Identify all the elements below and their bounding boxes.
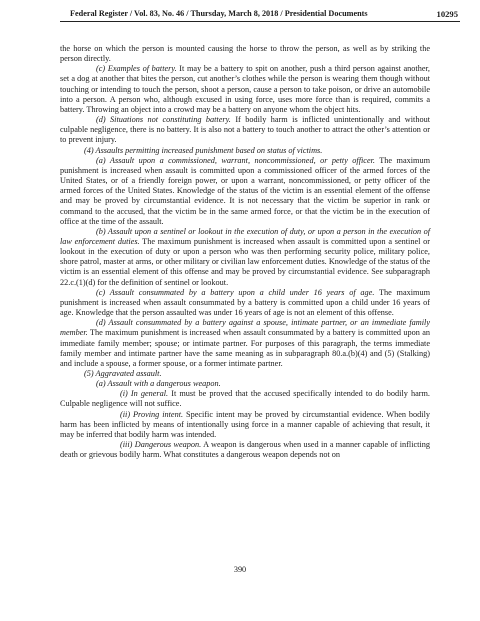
header-rule — [60, 21, 460, 22]
page-number: 390 — [233, 565, 247, 574]
paragraph — [60, 379, 430, 389]
federal-register-page-number: 10295 — [436, 9, 458, 19]
paragraph-heading: (iii) Dangerous weapon. — [120, 440, 202, 450]
paragraph — [60, 156, 430, 227]
paragraph-heading: (a) Assault with a dangerous weapon. — [96, 379, 221, 389]
paragraph — [60, 440, 430, 460]
paragraph — [60, 288, 430, 318]
paragraph-text: The maximum punishment is increased when assault is committed upon a sentinel or lookout in the execution of duty or upon a person who was then performing security police, military police, shore patrol, master at arms, or other military or civilian law enforcement duties. Knowledge of the status of the victim is an essential element of this offense and may be proved by circumstantial evidence. See subparagraph 22.c.(1)(d) for the definition of sentinel or lookout. — [60, 236, 430, 287]
paragraph-heading: (a) Assault upon a commissioned, warrant, noncommissioned, or petty officer. — [96, 155, 375, 165]
paragraph — [60, 146, 430, 156]
paragraph-text: It must be proved that the accused specifically intended to do bodily harm. Culpable negligence will not suffice. — [60, 389, 430, 409]
paragraph — [60, 64, 430, 115]
paragraph-text: the horse on which the person is mounted causing the horse to throw the person, as well as by striking the person directly. — [60, 44, 430, 64]
paragraph — [60, 369, 430, 379]
document-body — [60, 44, 430, 460]
paragraph-heading: (4) Assaults permitting increased punishment based on status of victims. — [84, 145, 323, 155]
paragraph — [60, 115, 430, 145]
paragraph-heading: (5) Aggravated assault. — [84, 369, 162, 378]
paragraph-heading: (b) Assault upon a sentinel or lookout in the execution of duty, or upon a person in the execution of law enforcement duties. — [60, 226, 430, 246]
paragraph-heading: (c) Assault consummated by a battery upon a child under 16 years of age. — [96, 287, 375, 297]
paragraph-text: Specific intent may be proved by circumstantial evidence. When bodily harm has been inflicted by means of intentionally using force in a manner capable of achieving that result, it may be inferred that bodily harm was intended. — [60, 409, 431, 439]
paragraph — [60, 410, 430, 440]
paragraph-text: If bodily harm is inflicted unintentionally and without culpable negligence, there is no battery. It is also not a battery to touch another to attract the other’s attention or to prevent injury. — [60, 115, 430, 145]
paragraph-text: The maximum punishment is increased when assault consummated by a battery is committed upon an immediate family member; spouse; or intimate partner. For purposes of this paragraph, the terms immediate family member and intimate partner have the same meaning as in subparagraph 80.a.(b)(4) and (5) (Stalking) and include a spouse, a former spouse, or a former intimate partner. — [60, 328, 430, 368]
paragraph-text: The maximum punishment is increased when assault is committed upon a commissioned officer of the armed forces of the United States, or of a friendly foreign power, or upon a warrant, noncommissioned, or petty officer of the armed forces of the United States. Knowledge of the status of the victim is an essential element of the offense and may be proved by circumstantial evidence. It is not necessary that the victim be superior in rank or command to the accused, that the victim be in the same armed force, or that the victim be in the execution of office at the time of the assault. — [60, 155, 430, 226]
paragraph — [60, 44, 430, 64]
paragraph-heading: (ii) Proving intent. — [120, 409, 184, 419]
paragraph-heading: (d) Assault consummated by a battery against a spouse, intimate partner, or an immediate family member. — [60, 318, 430, 338]
paragraph — [60, 389, 430, 409]
paragraph-heading: (c) Examples of battery. — [96, 64, 177, 74]
paragraph-text: A weapon is dangerous when used in a manner capable of inflicting death or grievous bodily harm. What constitutes a dangerous weapon depends not on — [60, 440, 430, 460]
running-head: Federal Register / Vol. 83, No. 46 / Thursday, March 8, 2018 / Presidential Documents — [70, 9, 368, 18]
paragraph — [60, 227, 430, 288]
paragraph-text: The maximum punishment is increased when assault consummated by a battery is committed upon a child under 16 years of age. Knowledge that the person assaulted was under 16 years of age is not an element of this offense. — [60, 287, 430, 318]
paragraph-heading: (i) In general. — [120, 389, 169, 399]
page-header — [60, 6, 458, 20]
paragraph-text: It may be a battery to spit on another, push a third person against another, set a dog at another that bites the person, cut another’s clothes while the person is wearing them though without touching or intending to touch the person, shoot a person, cause a person to take poison, or drive an automobile into a person. A person who, although excused in using force, uses more force than is required, commits a battery. Throwing an object into a crowd may be a battery on anyone whom the object hits. — [60, 64, 430, 114]
paragraph-heading: (d) Situations not constituting battery. — [96, 115, 231, 125]
page-footer — [0, 565, 480, 574]
paragraph — [60, 318, 430, 369]
